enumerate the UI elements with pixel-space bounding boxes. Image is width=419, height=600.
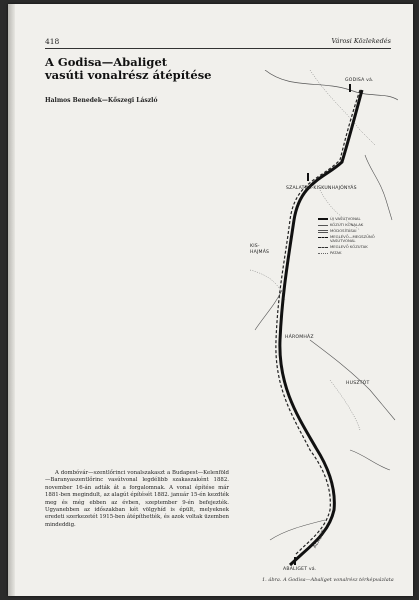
- page-number: 418: [45, 37, 60, 46]
- map-label-szalatnak: SZALATNA-KISKUNHAJÓNYÁS: [286, 186, 357, 191]
- journal-title: Városi Közlekedés: [331, 37, 391, 45]
- legend-item-existing-roads: [318, 245, 388, 249]
- abaliget-station-mark: [294, 557, 296, 565]
- road-husztot: [350, 450, 390, 470]
- map-label-kishajmas-2: HAJMÁS: [250, 250, 270, 255]
- legend-creek-swatch: [318, 251, 328, 255]
- map-label-tunnel: ALAGÚT: [312, 529, 328, 550]
- road-northeast: [365, 155, 392, 220]
- map-label-husztot: HUSZTÓT: [346, 381, 370, 386]
- legend-label: MÓDOSÍTÁSAI: [330, 228, 357, 233]
- szalatnak-station-mark: [307, 173, 309, 181]
- legend-label: ÚJ VASÚTVONAL: [330, 216, 361, 221]
- page-gutter: [8, 4, 15, 596]
- legend-item-road-mods: [318, 229, 388, 233]
- legend-label: KÖZÚTI KONALAK: [330, 222, 364, 227]
- legend-existing-road-swatch: [318, 245, 328, 249]
- legend-new-railway-swatch: [318, 217, 328, 221]
- road-north: [265, 70, 398, 100]
- road-east: [310, 340, 395, 420]
- route-map-drawing: [250, 70, 398, 575]
- legend-road-swatch: [318, 223, 328, 227]
- stream-east: [330, 380, 360, 430]
- legend-item-road-changes: [318, 223, 388, 227]
- legend-label: PATAK: [330, 250, 342, 256]
- legend-item-old-railway: [318, 235, 388, 244]
- route-map: [250, 70, 398, 575]
- legend-item-new-railway: [318, 217, 388, 221]
- article-title: [45, 56, 245, 82]
- map-label-kishajmas-1: KIS-: [250, 244, 260, 249]
- legend-item-creek: [318, 251, 388, 255]
- title-line-2: vasúti vonalrész átépítése: [45, 68, 212, 82]
- legend-label: MEGLEVŐ KÖZUTAK: [330, 244, 368, 250]
- map-label-abaliget: ABALIGET vá.: [283, 567, 317, 572]
- map-label-haromhaz: HÁROMHÁZ: [285, 335, 314, 340]
- legend-road-mod-swatch: [318, 229, 328, 233]
- title-line-1: A Godisa—Abaliget: [45, 55, 168, 69]
- road-west: [255, 290, 282, 330]
- article-body: A dombóvár—szentlőrinci vonalszakaszt a Budapest—Kelenföld—Baranyaszentlőrinc vasútvonal legdélibb szakaszaként 1882. november 16-án adták át a forgalomnak. A vonal építése már 1881-ben megindult, az alagút építését 1882. január 15-én kezdték meg és még ebben az évben, szeptember 9-én befejezték. Ugyanebben az időszakban két völgyhíd is épült, melyeknek eredeti szerkezetét 1915-ben átépíthették, és azok voltak üzemben mindeddig.: [45, 470, 229, 528]
- header-rule: [45, 48, 391, 49]
- godisa-station-mark: [349, 84, 351, 92]
- road-south: [270, 520, 325, 540]
- legend-label: MEGLÉVŐ—MEGSZŰNŐ VASÚTVONAL: [330, 234, 375, 244]
- old-railway-line: [276, 90, 360, 555]
- figure-caption: 1. ábra. A Godisa—Abaliget vonalrész térképvázlata: [262, 577, 394, 583]
- map-label-godisa: GODISA vá.: [345, 78, 374, 83]
- legend-old-railway-swatch: [318, 235, 328, 239]
- new-railway-line: [280, 90, 362, 565]
- article-authors: Halmos Benedek—Kőszegi László: [45, 97, 158, 104]
- map-legend: [318, 217, 388, 257]
